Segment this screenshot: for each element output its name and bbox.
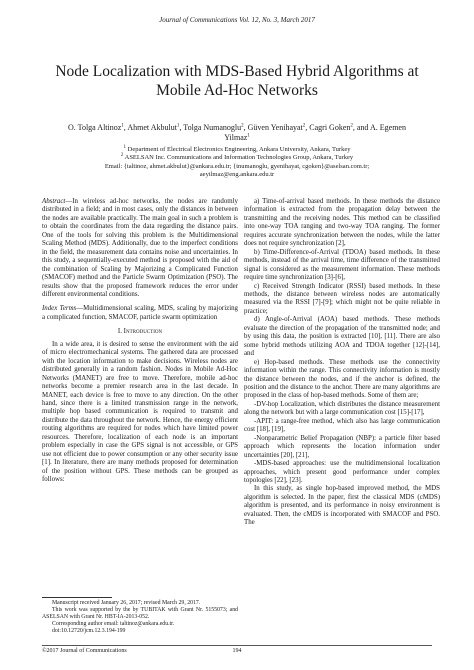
- body-paragraph: e) Hop-based methods. These methods use the connectivity information within the range. This connectivity information is mostly the distance between the nodes, and if the anchor is defined, the position and the distance to the anchor. There are many algorithms are proposed in the class of hop-based methods. Some of them are;: [244, 358, 440, 400]
- footnote: This work was supported by the by TUBITAK with Grant Nr. 5155073; and ASELSAN with Grant Nr. HBT-IA-2013-052.: [42, 607, 238, 621]
- body-paragraph: b) Time-Difference-of-Arrival (TDOA) based methods. In these methods, instead of the arrival time, time difference of the transmitted signal is considered as the measurement information. These methods require time synchronization [3]-[6],: [244, 248, 440, 282]
- author-affil-mark: 2: [241, 123, 244, 129]
- body-paragraph: a) Time-of-arrival based methods. In these methods the distance information is extracted from the propagation delay between the transmitting and the receiving nodes. This method can be classified into one-way TOA ranging and two-way TOA ranging. The former requires accurate synchronization between the nodes, while the latter does not require synchronization [2],: [244, 198, 440, 248]
- paper-title: Node Localization with MDS-Based Hybrid Algorithms at Mobile Ad-Hoc Networks: [55, 63, 419, 99]
- footnote-rule: [42, 597, 112, 598]
- author-name: O. Tolga Altinoz: [68, 123, 122, 132]
- author-name: Güven Yenihayat: [247, 123, 303, 132]
- email-line: aeyilmaz@eng.ankara.edu.tr: [199, 171, 275, 179]
- body-paragraph: -Nonparametric Belief Propagation (NBP): a particle filter based approach which represents the location information under uncertainties [20], [21],: [244, 434, 440, 459]
- author-affil-mark: 2: [350, 123, 353, 129]
- page-number: 194: [232, 648, 242, 654]
- body-paragraph: c) Received Strength Indicator (RSSI) based methods. In these methods, the distance between wireless nodes are automatically measured via the RSSI [7]-[9]; which might not be quite reliable in practice;: [244, 282, 440, 315]
- author-name: Ahmet Akbulut: [127, 123, 177, 132]
- index-terms: [42, 305, 238, 322]
- author-list: O. Tolga Altinoz$^1$, Ahmet Akbulut$^1$, Tolga Numanoglu$^2$, Güven Yenihayat$^2$, Cagri Goken$^2$, and A. Egemen Yilmaz$^1$: [68, 123, 406, 142]
- affiliations: [40, 146, 434, 180]
- affiliation-text: Department of Electrical Electronics Engineering, Ankara University, Ankara, Turkey: [127, 146, 351, 153]
- affiliation-line: [40, 154, 434, 162]
- author-name: Tolga Numanoglu: [183, 123, 242, 132]
- author-affil-mark: 1: [247, 133, 250, 139]
- email-line: Email: {taltinoz, ahmet.akbulut}@ankara.edu.tr; {tnumanoglu, gyenihayat, cgoken}@aselsan.com.tr;: [104, 162, 370, 170]
- footnotes: [42, 600, 238, 635]
- footer-rule: [42, 645, 432, 646]
- doi: doi:10.12720/jcm.12.3.194-199: [52, 628, 126, 635]
- author-affil-mark: 1: [176, 123, 180, 129]
- affiliation-text: ASELSAN Inc. Communications and Information Technologies Group, Ankara, Turkey: [124, 154, 354, 162]
- affil-mark: 1: [123, 144, 126, 150]
- right-column: [244, 198, 440, 528]
- author-name: Yilmaz: [224, 133, 248, 142]
- body-paragraph: In this study, as single hop-based improved method, the MDS algorithm is selected. In the paper, first the classical MDS (cMDS) algorithm is presented, and its performance in noisy environment is evaluated. Then, the cMDS is incorporated with SMACOF and PSO. The: [244, 485, 440, 527]
- body-paragraph: -APIT: a range-free method, which also has large communication cost [18], [19],: [244, 417, 440, 434]
- author-name: and A. Egemen: [356, 123, 406, 132]
- left-column: [42, 198, 238, 485]
- footnote: Corresponding author email: taltinoz@ankara.edu.tr.: [52, 621, 175, 628]
- index-terms-text: —Multidimensional scaling, MDS, scaling by majorizing a complicated function, SMACOF, particle swarm optimization: [42, 305, 238, 321]
- section-title: Introduction: [123, 328, 163, 336]
- section-numeral: I.: [117, 328, 122, 336]
- section-heading: [42, 328, 238, 336]
- abstract: [42, 198, 238, 299]
- footer-copyright: ©2017 Journal of Communications: [42, 648, 127, 654]
- author-affil-mark: 2: [302, 123, 306, 129]
- author-affil-mark: 1: [121, 123, 124, 129]
- affil-mark: 2: [120, 153, 124, 159]
- abstract-label: Abstract: [42, 198, 66, 205]
- index-terms-label: Index Terms: [42, 305, 77, 313]
- body-paragraph: d) Angle-of-Arrival (AOA) based methods. These methods evaluate the direction of the propagation of the transmitted node; and by using this data, the position is extracted [10], [11]. There are also some hybrid methods utilizing AOA and TDOA together [12]-[14], and: [244, 316, 440, 358]
- journal-header: Journal of Communications Vol. 12, No. 3, March 2017: [159, 16, 315, 24]
- abstract-text: —In wireless ad-hoc networks, the nodes are randomly distributed in a field; and in most cases, only the distances in between the nodes are available practically. The main goal in such a problem is to obtain the coordinates from the data regarding the distance pairs. One of the tools for solving this problem is the Multidimensional Scaling Method (MDS). Additionally, due to the imperfect conditions in the field, the measurement data contains noise and uncertainties. In this study, a sequentially-executed method is proposed with the aid of the combination of Scaling by Majorizing a Complicated Function (SMACOF) method and the Particle Swarm Optimization (PSO). The results show that the proposed framework reduces the error under different environmental conditions.: [42, 198, 238, 298]
- intro-paragraph: In a wide area, it is desired to sense the environment with the aid of micro electromechanical systems. The gathered data are processed with the location information to make decisions. Wireless nodes are distributed generally in a random fashion. Nodes in Mobile Ad-Hoc Networks (MANET) are free to move. Therefore, mobile ad-hoc networks become a premier research area in the last decade. In MANET, each device is free to move to any direction. On the other hand, since there is a limited transmission range in the network, multiple hop based communication is required to transmit and distribute the data throughout the network. Hence, the energy efficient routing algorithms are required for nodes which have limited power resources. Therefore, localization of each node is an important problem especially in case the GPS signal is not accessible, or GPS use not efficient due to power consumption or any other security issue [1]. In literature, there are many methods proposed for determination of the position without GPS. These methods can be grouped as follows:: [42, 340, 238, 484]
- footnote: Manuscript received January 26, 2017; revised March 29, 2017.: [52, 600, 201, 606]
- author-name: Cagri Goken: [309, 123, 351, 132]
- body-paragraph: -DV-hop Localization, which distributes the distance measurement along the network but with a large communication cost [15]-[17],: [244, 400, 440, 417]
- body-paragraph: -MDS-based approaches: use the multidimensional localization approaches, which present good performance under complex topologies [22], [23].: [244, 460, 440, 484]
